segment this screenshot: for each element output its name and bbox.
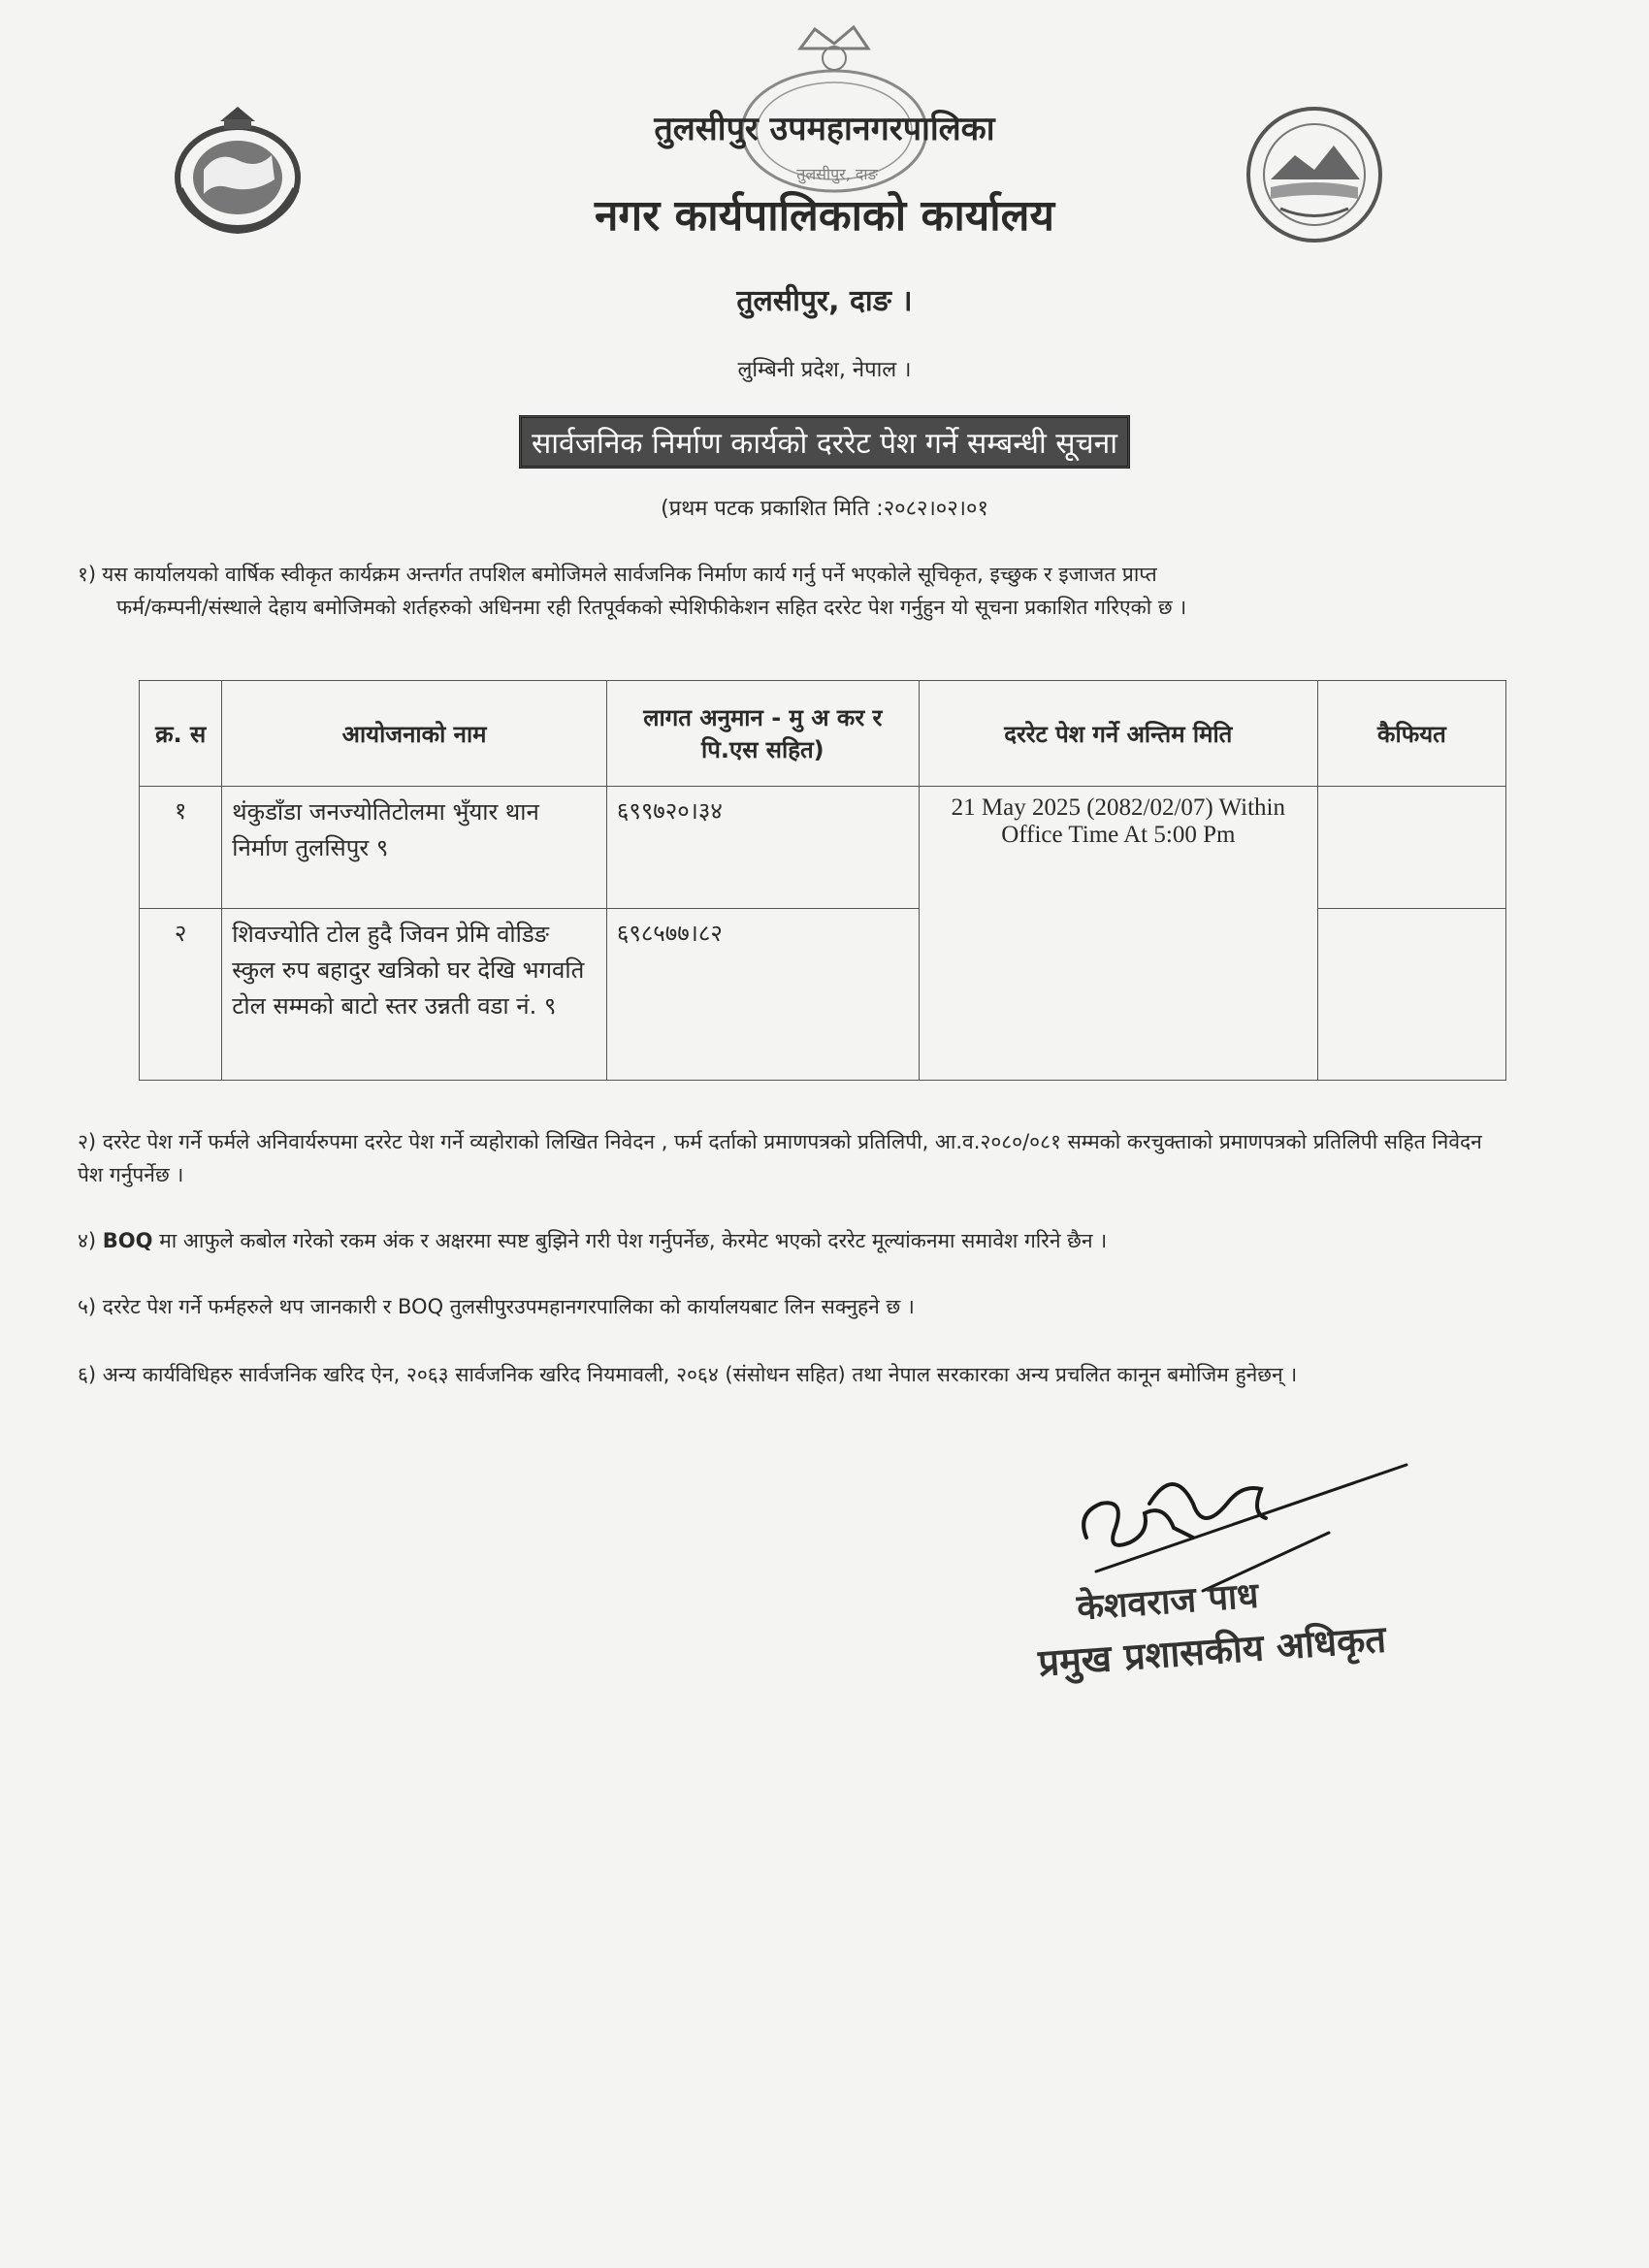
municipality-name: तुलसीपुर उपमहानगरपालिका xyxy=(654,110,995,148)
col-header-sn: क्र. स xyxy=(140,681,222,787)
signatory-name: केशवराज पाध xyxy=(1075,1575,1260,1629)
col-header-remarks: कैफियत xyxy=(1317,681,1505,787)
cell-deadline: 21 May 2025 (2082/02/07) Within Office Time At 5:00 Pm xyxy=(919,787,1317,1081)
cell-cost: ६९९७२०।३४ xyxy=(606,787,919,909)
signatory-title: प्रमुख प्रशासकीय अधिकृत xyxy=(1036,1617,1388,1685)
col-header-name: आयोजनाको नाम xyxy=(222,681,607,787)
published-date: (प्रथम पटक प्रकाशित मिति :२०८२।०२।०१ xyxy=(661,497,988,521)
intro-number: १) xyxy=(78,563,97,586)
notice-title: सार्वजनिक निर्माण कार्यको दररेट पेश गर्ने सम्बन्धी सूचना xyxy=(519,415,1130,469)
cell-project-name: शिवज्योति टोल हुदै जिवन प्रेमि वोडिङ स्कुल रुप बहादुर खत्रिको घर देखि भगवति टोल सम्मको बाटो स्तर उन्नती वडा नं. ९ xyxy=(222,909,607,1081)
cell-remarks xyxy=(1317,787,1505,909)
col-header-deadline: दररेट पेश गर्ने अन्तिम मिति xyxy=(919,681,1317,787)
term-4-text: मा आफुले कबोल गरेको रकम अंक र अक्षरमा स्पष्ट बुझिने गरी पेश गर्नुपर्नेछ, केरमेट भएको दररेट मूल्यांकनमा समावेश गरिने छैन । xyxy=(152,1229,1108,1252)
cell-remarks xyxy=(1317,909,1505,1081)
term-4 xyxy=(78,1224,1533,1257)
term-4-boq: BOQ xyxy=(102,1229,153,1252)
term-5: ५) दररेट पेश गर्ने फर्महरुले थप जानकारी र BOQ तुलसीपुरउपमहानगरपालिका को कार्यालयबाट लिन सक्नुहने छ । xyxy=(78,1295,915,1318)
table-row xyxy=(140,787,1506,909)
office-address: तुलसीपुर, दाङ । xyxy=(736,284,913,318)
office-name: नगर कार्यपालिकाको कार्यालय xyxy=(595,191,1054,241)
notice-title-wrap xyxy=(0,415,1649,469)
intro-paragraph xyxy=(78,558,1552,624)
svg-text:तुलसीपुर, दाङ: तुलसीपुर, दाङ xyxy=(796,165,878,183)
table-header-row xyxy=(140,681,1506,787)
cell-sn: २ xyxy=(140,909,222,1081)
col-header-cost: लागत अनुमान - मु अ कर र पि.एस सहित) xyxy=(606,681,919,787)
term-2: २) दररेट पेश गर्ने फर्मले अनिवार्यरुपमा दररेट पेश गर्ने व्यहोराको लिखित निवेदन , फर्म दर्ताको प्रमाणपत्रको प्रतिलिपी, आ.व.२०८०/०८१ सम्मको करचुक्ताको प्रमाणपत्रको प्रतिलिपी सहित निवेदन पेश गर्नुपर्नेछ । xyxy=(78,1130,1482,1186)
intro-line-2: फर्म/कम्पनी/संस्थाले देहाय बमोजिमको शर्तहरुको अधिनमा रही रितपूर्वकको स्पेशिफीकेशन सहित दररेट पेश गर्नुहुन यो सूचना प्रकाशित गरिएको छ । xyxy=(116,596,1187,619)
province-label: लुम्बिनी प्रदेश, नेपाल । xyxy=(737,358,912,382)
term-6: ६) अन्य कार्यविधिहरु सार्वजनिक खरिद ऐन, २०६३ सार्वजनिक खरिद नियमावली, २०६४ (संसोधन सहित) तथा नेपाल सरकारका अन्य प्रचलित कानून बमोजिम हुनेछन् । xyxy=(78,1363,1298,1386)
intro-line-1: यस कार्यालयको वार्षिक स्वीकृत कार्यक्रम अन्तर्गत तपशिल बमोजिमले सार्वजनिक निर्माण कार्य गर्नु पर्ने भएकोले सूचिकृत, इच्छुक र इजाजत प्राप्त xyxy=(102,563,1157,586)
cell-cost: ६९८५७७।८२ xyxy=(606,909,919,1081)
cell-project-name: थंकुडाँडा जनज्योतिटोलमा भुँयार थान निर्माण तुलसिपुर ९ xyxy=(222,787,607,909)
cell-sn: १ xyxy=(140,787,222,909)
projects-table xyxy=(139,680,1506,1081)
term-4-number: ४) xyxy=(78,1229,103,1252)
